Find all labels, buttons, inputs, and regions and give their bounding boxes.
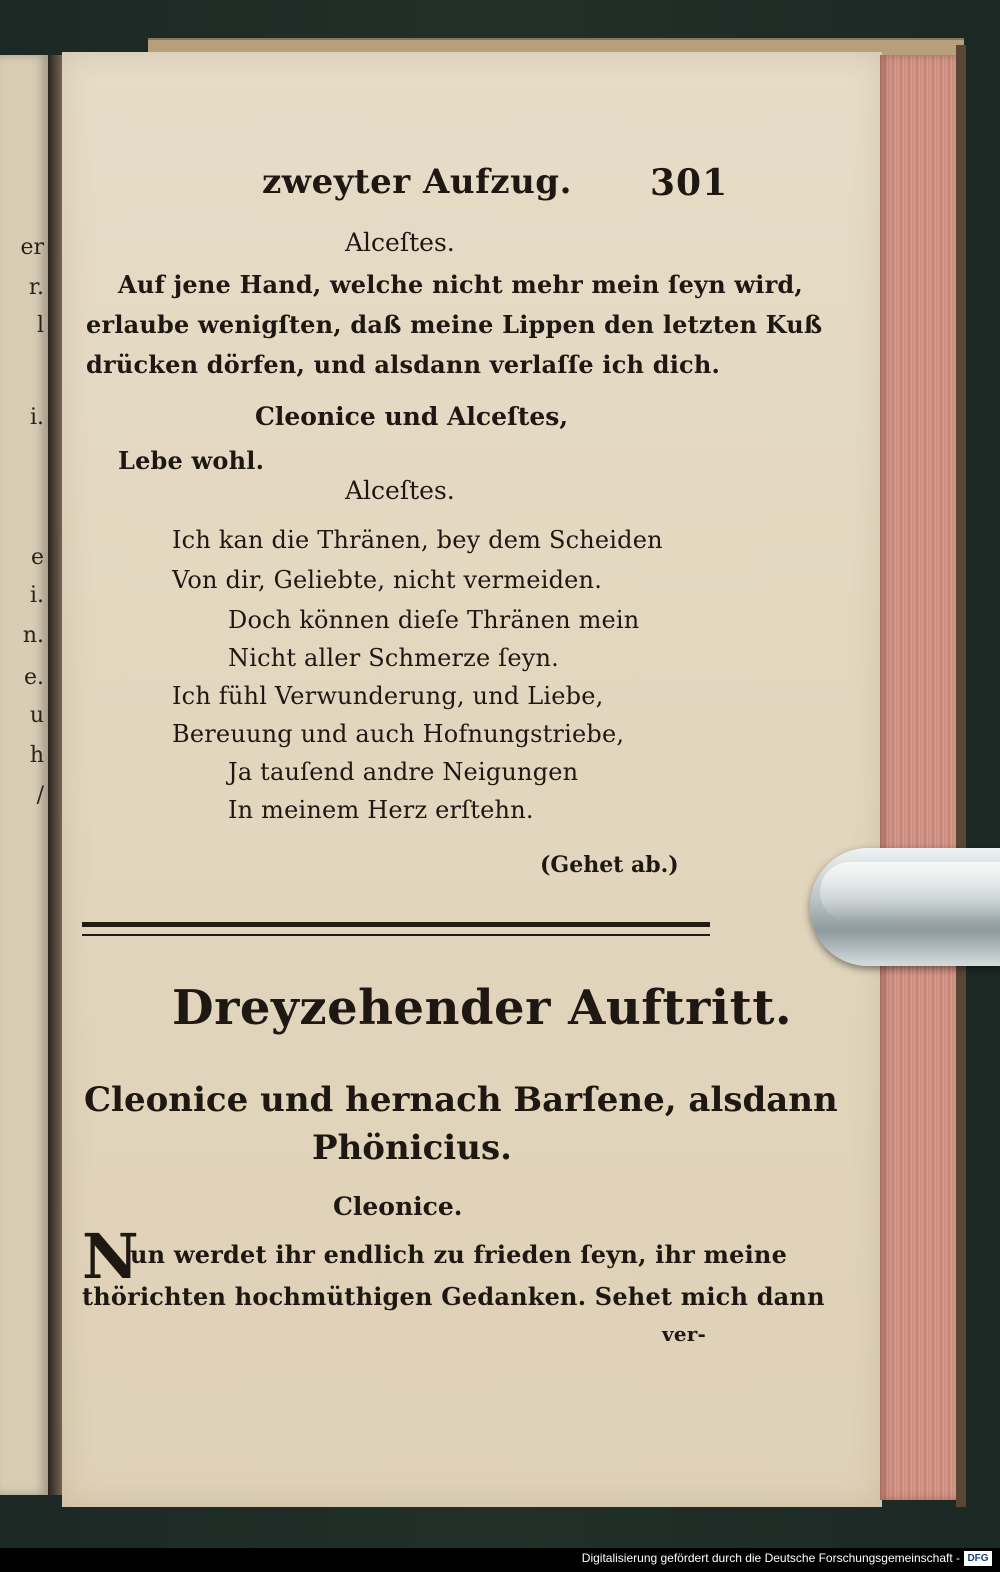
left-page-fragment: / <box>36 783 44 808</box>
digitization-credit: Digitalisierung gefördert durch die Deutsche Forschungsgemeinschaft - <box>581 1551 960 1565</box>
verse-line: Nicht aller Schmerze ſeyn. <box>228 644 559 672</box>
prose-line: un werdet ihr endlich zu frieden ſeyn, ihr meine <box>130 1240 788 1269</box>
prose-line: thörichten hochmüthigen Gedanken. Sehet mich dann <box>82 1282 825 1311</box>
verse-line: Ich kan die Thränen, bey dem Scheiden <box>172 526 663 554</box>
scene-title: Dreyzehender Auftritt. <box>172 980 793 1036</box>
page-clip-highlight <box>820 862 1000 922</box>
left-page-fragment: i. <box>29 583 44 608</box>
speaker-name: Alceſtes. <box>345 476 455 505</box>
left-page-fragment: r. <box>28 275 44 300</box>
verse-line: In meinem Herz erſtehn. <box>228 796 534 824</box>
verse-line: Von dir, Geliebte, nicht vermeiden. <box>172 566 603 594</box>
scene-persons: Phönicius. <box>312 1128 512 1168</box>
left-page-fragment: e <box>30 545 44 570</box>
section-rule <box>82 922 710 927</box>
verse-line: Bereuung und auch Hofnungstriebe, <box>172 720 625 748</box>
left-page-fragment: i. <box>29 405 44 430</box>
left-page-fragment: er <box>20 235 44 260</box>
dfg-logo: DFG <box>964 1551 992 1566</box>
prose-line: drücken dörfen, und alsdann verlaſſe ich dich. <box>86 350 721 379</box>
prose-line: erlaube wenigſten, daß meine Lippen den letzten Kuß <box>86 310 823 339</box>
prose-line: Auf jene Hand, welche nicht mehr mein ſeyn wird, <box>118 270 803 299</box>
page-number: 301 <box>650 162 729 204</box>
speaker-name: Alceſtes. <box>345 228 455 257</box>
left-page-fragment: e. <box>23 665 44 690</box>
stage-direction: (Gehet ab.) <box>540 852 679 878</box>
book-cover-edge <box>956 45 966 1507</box>
section-rule <box>82 934 710 936</box>
left-page-fragment: u <box>29 703 44 728</box>
drop-capital: N <box>82 1220 139 1293</box>
left-page-fragment: h <box>29 743 44 768</box>
red-fore-edge <box>880 55 958 1500</box>
speaker-name: Cleonice und Alceſtes, <box>255 402 569 431</box>
facing-page-left <box>0 55 50 1495</box>
verse-line: Ja tauſend andre Neigungen <box>228 758 579 786</box>
running-head: zweyter Aufzug. <box>262 162 572 202</box>
verse-line: Ich fühl Verwunderung, und Liebe, <box>172 682 604 710</box>
speaker-name: Cleonice. <box>333 1192 463 1221</box>
prose-line: Lebe wohl. <box>118 446 265 475</box>
scene-persons: Cleonice und hernach Barſene, alsdann <box>84 1080 838 1120</box>
left-page-fragment: n. <box>22 623 44 648</box>
left-page-fragment: l <box>36 313 44 338</box>
catchword: ver- <box>662 1322 706 1346</box>
verse-line: Doch können dieſe Thränen mein <box>228 606 640 634</box>
